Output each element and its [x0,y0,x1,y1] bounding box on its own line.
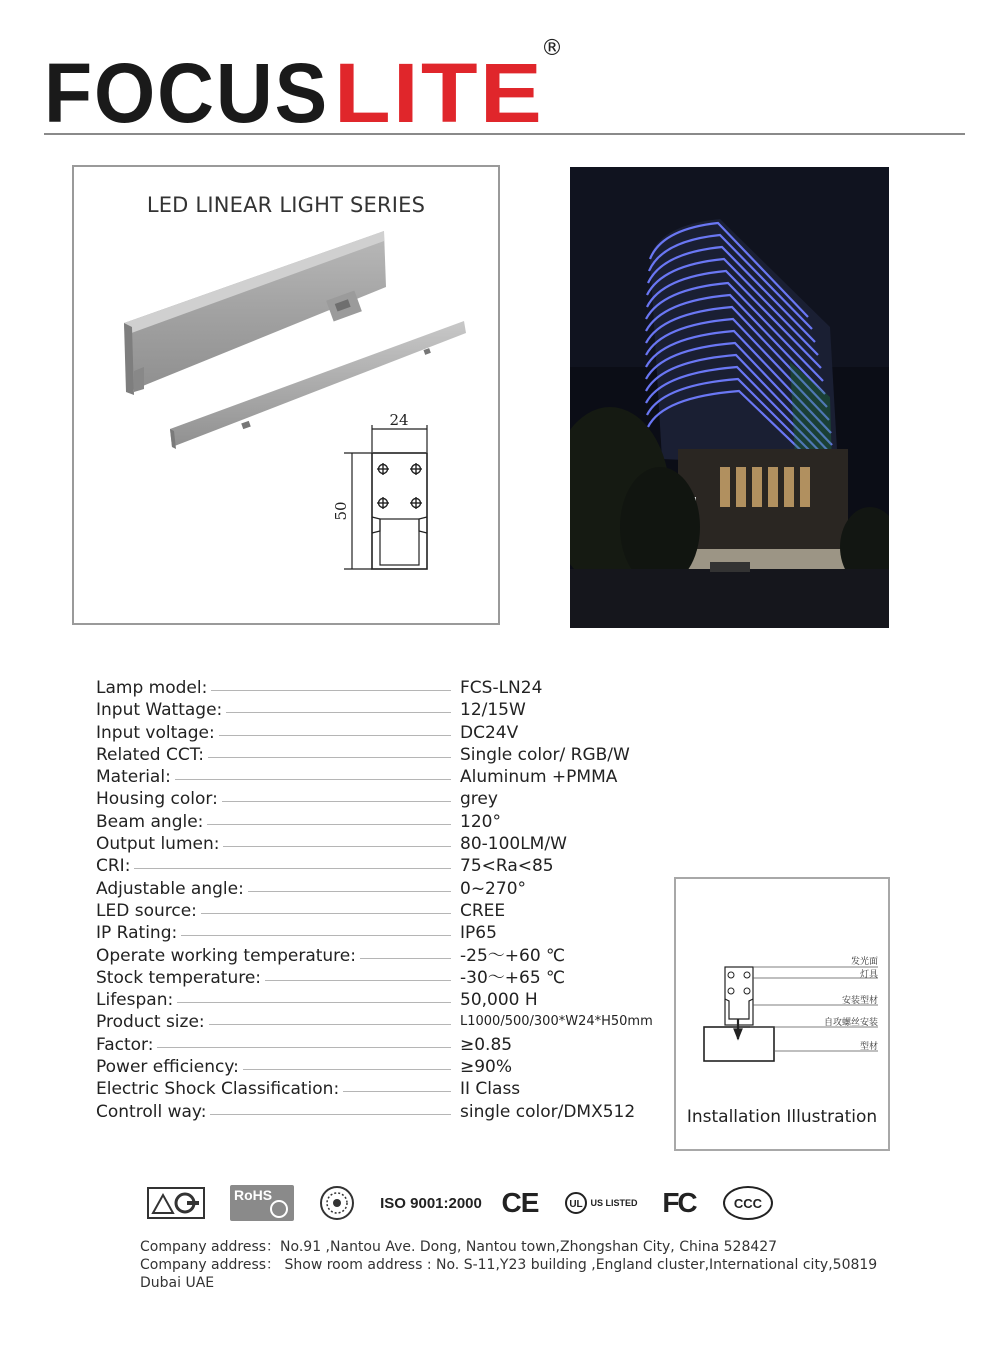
rohs-text: RoHS [234,1187,273,1203]
screw-holes [377,463,422,509]
spec-value: 50,000 H [460,990,538,1011]
spec-row [96,699,666,721]
svg-text:UL: UL [569,1199,584,1210]
spec-label: Stock temperature: [96,967,265,989]
spec-value: single color/DMX512 [460,1101,636,1122]
spec-list [96,677,666,1123]
spec-label: Beam angle: [96,811,207,833]
ce-text: CE [501,1187,539,1218]
spec-row [96,922,666,944]
spec-label: Lamp model: [96,677,211,699]
spec-row [96,1011,666,1033]
dimension-drawing [344,425,427,569]
certification-logos [140,1180,780,1226]
cqc-cert-logo [318,1180,356,1226]
spec-row [96,1078,666,1100]
spec-value: 80-100LM/W [460,834,567,855]
spec-value: II Class [460,1079,521,1100]
logo-black-text: FOCUS [44,52,329,132]
spec-label: Housing color: [96,788,222,810]
spec-value: grey [460,789,498,810]
spec-value: -30～+65 ℃ [460,967,566,988]
spec-row [96,766,666,788]
installation-box [674,877,890,1151]
dimension-width-label: 24 [389,411,409,429]
spec-label: Input voltage: [96,722,219,744]
company-address-dubai: Company address： Show room address : No. S-11,Y23 building ,England cluster,International city,50819 Dubai UAE [140,1257,878,1291]
ul-text: US LISTED [590,1198,638,1208]
brand-logo [44,52,564,132]
spec-value: L1000/500/300*W24*H50mm [460,1014,653,1030]
spec-row [96,878,666,900]
iso-cert-logo [376,1180,486,1226]
install-label-self-tapping-screw: 自攻螺丝安装 [823,1018,878,1028]
spec-row [96,811,666,833]
spec-row [96,855,666,877]
product-drawing [74,167,498,623]
spec-value: CREE [460,900,506,921]
spec-label: Output lumen: [96,833,223,855]
spec-value: 0~270° [460,878,527,899]
spec-value: ≥0.85 [460,1034,513,1055]
spec-label: Product size: [96,1011,209,1033]
cgs-cert-logo [146,1180,206,1226]
fcc-cert-logo [658,1180,700,1226]
spec-value: -25～+60 ℃ [460,945,566,966]
spec-value: 120° [460,811,501,832]
spec-label: Material: [96,766,175,788]
install-label-profile: 型材 [859,1042,878,1052]
spec-label: Electric Shock Classification: [96,1078,343,1100]
ul-cert-logo [562,1180,640,1226]
header-divider [44,133,965,135]
spec-label: Controll way: [96,1101,210,1123]
spec-row [96,900,666,922]
spec-value: IP65 [460,923,497,944]
spec-label: LED source: [96,900,201,922]
install-label-emitting-surface: 发光面 [850,957,878,967]
spec-label: CRI: [96,855,134,877]
spec-label: Adjustable angle: [96,878,248,900]
spec-row [96,833,666,855]
spec-value: 12/15W [460,700,526,721]
spec-row [96,677,666,699]
ccc-text: CCC [733,1195,763,1211]
product-panel [72,165,500,625]
spec-label: Lifespan: [96,989,177,1011]
spec-row [96,1034,666,1056]
registered-mark: ® [541,36,563,61]
spec-value: 75<Ra<85 [460,856,554,877]
spec-label: IP Rating: [96,922,181,944]
spec-value: FCS-LN24 [460,678,543,698]
dimension-height-label: 50 [332,501,350,521]
spec-label: Operate working temperature: [96,945,360,967]
spec-row [96,1101,666,1123]
fc-text: FC [662,1187,696,1218]
spec-value: DC24V [460,722,519,743]
company-addresses [140,1238,880,1292]
spec-row [96,722,666,744]
spec-value: Single color/ RGB/W [460,744,630,765]
spec-row [96,1056,666,1078]
iso-text: ISO 9001:2000 [380,1194,482,1212]
spec-label: Factor: [96,1034,157,1056]
spec-row [96,945,666,967]
building-night-photo [570,167,889,628]
series-title: LED LINEAR LIGHT SERIES [146,193,426,217]
spec-value: Aluminum +PMMA [460,767,618,788]
spec-row [96,788,666,810]
spec-value: ≥90% [460,1057,513,1078]
install-label-fixture: 灯具 [859,970,878,980]
ce-cert-logo [500,1180,540,1226]
spec-row [96,967,666,989]
spec-row [96,744,666,766]
spec-label: Input Wattage: [96,699,226,721]
company-address-china: Company address：No.91 ,Nantou Ave. Dong, Nantou town,Zhongshan City, China 528427 [140,1239,778,1255]
install-label-mounting-profile: 安装型材 [841,996,878,1006]
spec-row [96,989,666,1011]
spec-leader-line [96,868,451,869]
spec-label: Power efficiency: [96,1056,243,1078]
installation-caption: Installation Illustration [686,1107,878,1127]
logo-red-text: LITE [334,52,544,132]
rohs-cert-logo [228,1180,296,1226]
ccc-cert-logo [720,1180,776,1226]
spec-label: Related CCT: [96,744,208,766]
